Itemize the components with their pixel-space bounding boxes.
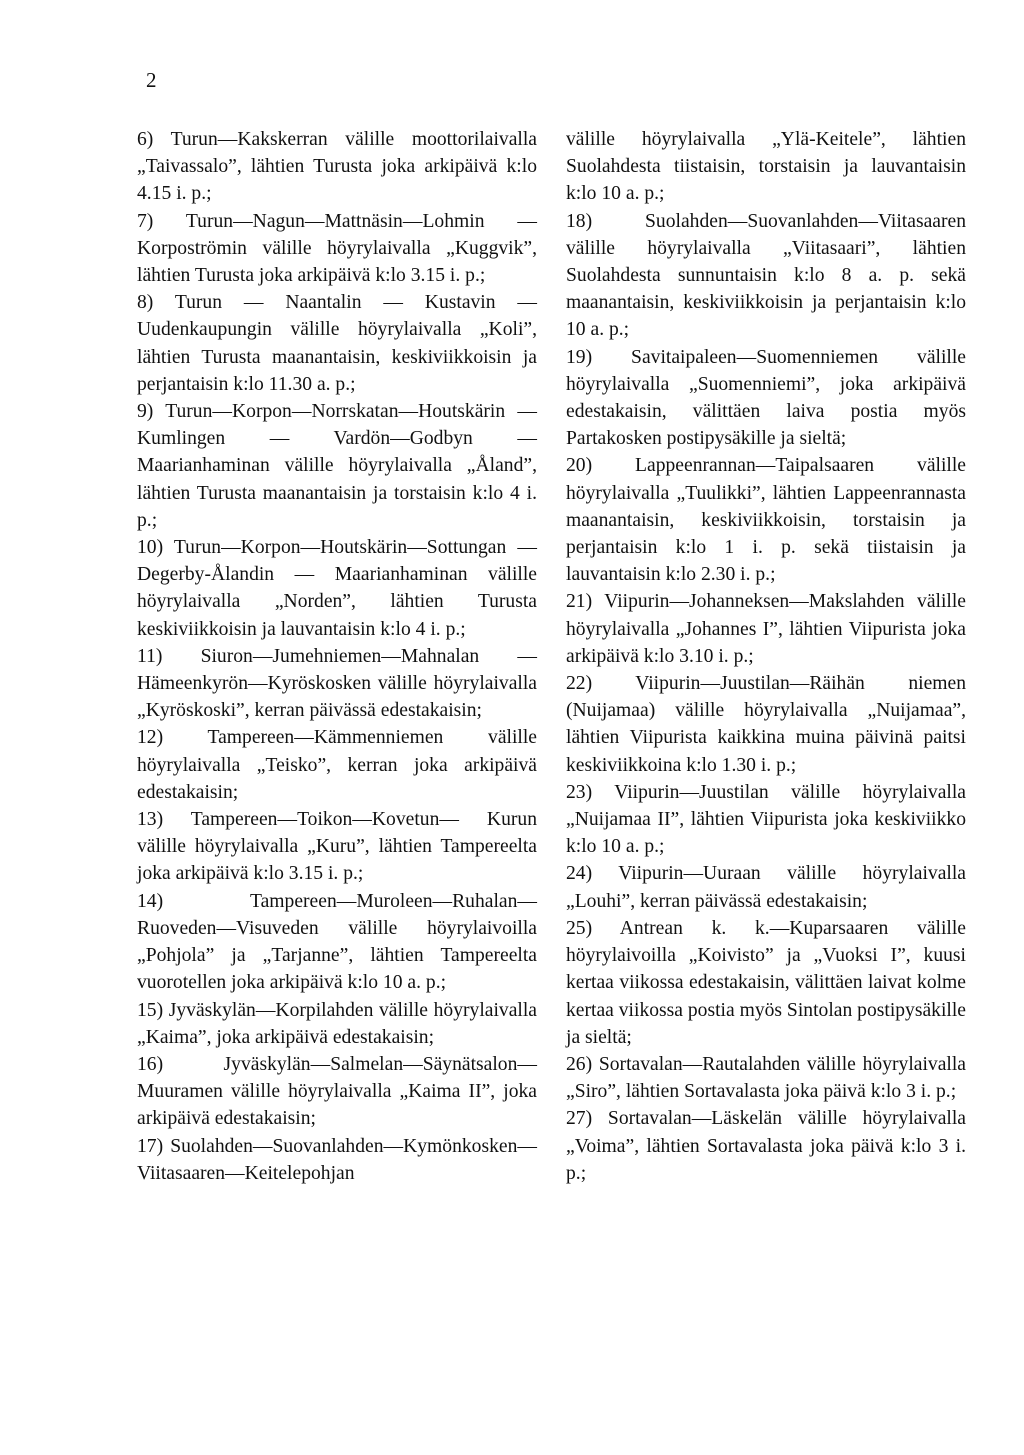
route-entry-7: 7) Turun—Nagun—Mattnäsin—Lohmin —Korpoströmin välille höyrylaivalla „Kuggvik”, lähtien Turusta joka arkipäivä k:lo 3.15 i. p.; bbox=[137, 210, 537, 287]
route-entry-23: 23) Viipurin—Juustilan välille höyrylaivalla „Nuijamaa II”, lähtien Viipurista joka keskiviikko k:lo 10 a. p.; bbox=[566, 781, 966, 858]
route-entry-15: 15) Jyväskylän—Korpilahden välille höyrylaivalla „Kaima”, joka arkipäivä edestakaisin; bbox=[137, 999, 537, 1048]
route-entry-18: 18) Suolahden—Suovanlahden—Viitasaaren välille höyrylaivalla „Viitasaari”, lähtien Suolahdesta sunnuntaisin k:lo 8 a. p. sekä maanantaisin, keskiviikkoisin ja perjantaisin k:lo 10 a. p.; bbox=[566, 210, 966, 341]
route-entry-17-continued: välille höyrylaivalla „Ylä-Keitele”, lähtien Suolahdesta tiistaisin, torstaisin ja lauvantaisin k:lo 10 a. p.; bbox=[566, 129, 966, 205]
route-entry-10: 10) Turun—Korpon—Houtskärin—Sottungan — Degerby-Ålandin — Maarianhaminan välille höyrylaivalla „Norden”, lähtien Turusta keskiviikkoisin ja lauvantaisin k:lo 4 i. p.; bbox=[137, 537, 537, 640]
route-entry-19: 19) Savitaipaleen—Suomenniemen välille höyrylaivalla „Suomenniemi”, joka arkipäivä edestakaisin, välittäen laiva postia myös Partakosken postipysäkille ja sieltä; bbox=[566, 346, 966, 450]
route-entry-6: 6) Turun—Kakskerran välille moottorilaivalla „Taivassalo”, lähtien Turusta joka arkipäivä k:lo 4.15 i. p.; bbox=[137, 129, 537, 205]
route-entry-13: 13) Tampereen—Toikon—Kovetun— Kurun välille höyrylaivalla „Kuru”, lähtien Tampereelta joka arkipäivä k:lo 3.15 i. p.; bbox=[137, 809, 537, 885]
right-column bbox=[566, 126, 966, 1187]
route-entry-16: 16) Jyväskylän—Salmelan—Säynätsalon—Muuramen välille höyrylaivalla „Kaima II”, joka arkipäivä edestakaisin; bbox=[137, 1053, 537, 1130]
route-entry-14: 14) Tampereen—Muroleen—Ruhalan— Ruoveden—Visuveden välille höyrylaivoilla „Pohjola” ja „Tarjanne”, lähtien Tampereelta vuorotellen joka arkipäivä k:lo 10 a. p.; bbox=[137, 890, 537, 994]
route-entry-22: 22) Viipurin—Juustilan—Räihän niemen (Nuijamaa) välille höyrylaivalla „Nuijamaa”, lähtien Viipurista kaikkina muina päivinä paitsi keskiviikkoina k:lo 1.30 i. p.; bbox=[566, 673, 966, 776]
route-entry-11: 11) Siuron—Jumehniemen—Mahnalan —Hämeenkyrön—Kyröskosken välille höyrylaivalla „Kyröskoski”, kerran päivässä edestakaisin; bbox=[137, 645, 537, 722]
route-entry-12: 12) Tampereen—Kämmenniemen välille höyrylaivalla „Teisko”, kerran joka arkipäivä edestakaisin; bbox=[137, 727, 537, 803]
route-entry-24: 24) Viipurin—Uuraan välille höyrylaivalla „Louhi”, kerran päivässä edestakaisin; bbox=[566, 863, 966, 912]
left-column bbox=[137, 126, 537, 1187]
route-entry-8: 8) Turun — Naantalin — Kustavin — Uudenkaupungin välille höyrylaivalla „Koli”, lähtien Turusta maanantaisin, keskiviikkoisin ja perjantaisin k:lo 11.30 a. p.; bbox=[137, 292, 537, 395]
route-entry-20: 20) Lappeenrannan—Taipalsaaren välille höyrylaivalla „Tuulikki”, lähtien Lappeenrannasta maanantaisin, keskiviikkoisin, torstaisin ja perjantaisin k:lo 1 i. p. sekä tiistaisin ja lauvantaisin k:lo 2.30 i. p.; bbox=[566, 455, 966, 586]
route-entry-26: 26) Sortavalan—Rautalahden välille höyrylaivalla „Siro”, lähtien Sortavalasta joka päivä k:lo 3 i. p.; bbox=[566, 1053, 966, 1103]
route-entry-25: 25) Antrean k. k.—Kuparsaaren välille höyrylaivoilla „Koivisto” ja „Vuoksi I”, kuusi kertaa viikossa edestakaisin, välittäen laivat kolme kertaa viikossa postia myös Sintolan postipysäkille ja sieltä; bbox=[566, 917, 966, 1048]
route-entry-17: 17) Suolahden—Suovanlahden—Kymönkosken—Viitasaaren—Keitelepohjan bbox=[137, 1135, 537, 1184]
route-entry-27: 27) Sortavalan—Läskelän välille höyrylaivalla „Voima”, lähtien Sortavalasta joka päivä k:lo 3 i. p.; bbox=[566, 1108, 966, 1184]
route-entry-21: 21) Viipurin—Johanneksen—Makslahden välille höyrylaivalla „Johannes I”, lähtien Viipurista joka arkipäivä k:lo 3.10 i. p.; bbox=[566, 591, 966, 667]
route-entry-9: 9) Turun—Korpon—Norrskatan—Houtskärin — Kumlingen — Vardön—Godbyn —Maarianhaminan välille höyrylaivalla „Åland”, lähtien Turusta maanantaisin ja torstaisin k:lo 4 i. p.; bbox=[137, 401, 537, 531]
page-number: 2 bbox=[146, 68, 157, 92]
